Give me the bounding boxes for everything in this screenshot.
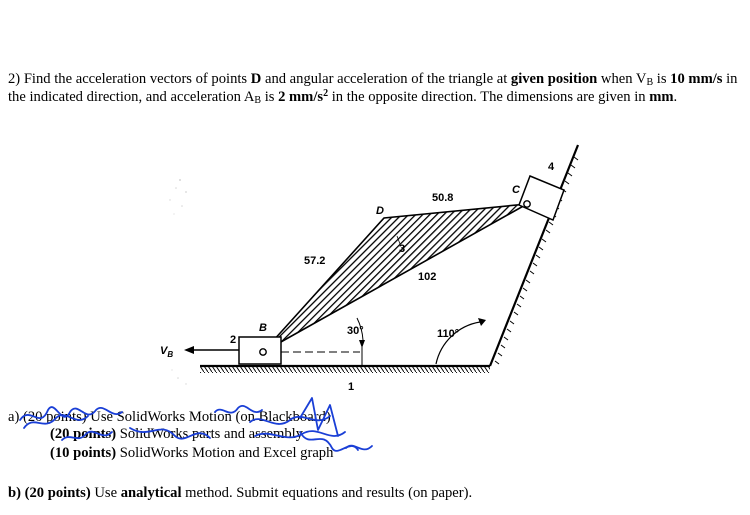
part-a-line-2: (20 points) SolidWorks parts and assembly	[50, 426, 303, 442]
dim-57-2: 57.2	[304, 255, 326, 267]
label-link-2: 2	[230, 334, 237, 346]
problem-statement: 2) Find the acceleration vectors of points D and angular acceleration of the triangle at given position when $V_B$ is 10 mm/s in the indicated direction, and acceleration $A_B$ is 2 $mm/s^2$ in the opposite direction. The dimensions are given in mm.	[8, 71, 738, 106]
angle-110-arc	[436, 318, 486, 364]
label-b: B	[259, 322, 267, 334]
label-vb: $V_B$	[160, 345, 174, 359]
label-link-4: 4	[548, 161, 555, 173]
units-text: mm	[649, 89, 674, 105]
label-angle-30: 30°	[347, 325, 364, 337]
part-b: b) (20 points) Use analytical method. Submit equations and results (on paper).	[8, 485, 473, 501]
horizontal-ground	[200, 366, 490, 373]
label-c: C	[512, 184, 520, 196]
triangle-link-3	[263, 204, 527, 352]
analytical-text: analytical	[120, 485, 182, 501]
ab-value: 2 $mm/s^2$	[278, 88, 329, 105]
slider-c	[519, 176, 564, 220]
vb-arrow	[184, 346, 239, 354]
part-a-line-3: (10 points) SolidWorks Motion and Excel graph	[50, 445, 334, 461]
label-angle-110: 110°	[437, 328, 460, 340]
problem-number: 2)	[8, 71, 21, 87]
vb-value: 10 mm/s	[670, 71, 723, 87]
label-d: D	[376, 205, 384, 217]
given-position-text: given position	[510, 71, 598, 87]
label-link-3: 3	[399, 243, 406, 255]
dim-102: 102	[418, 271, 437, 283]
label-ground-1: 1	[348, 381, 355, 393]
pin-b	[260, 349, 266, 355]
point-d-ref: D	[250, 71, 262, 87]
part-a-line-1: a) (20 points) Use SolidWorks Motion (on Blackboard)	[8, 409, 331, 425]
dim-50-8: 50.8	[432, 192, 454, 204]
